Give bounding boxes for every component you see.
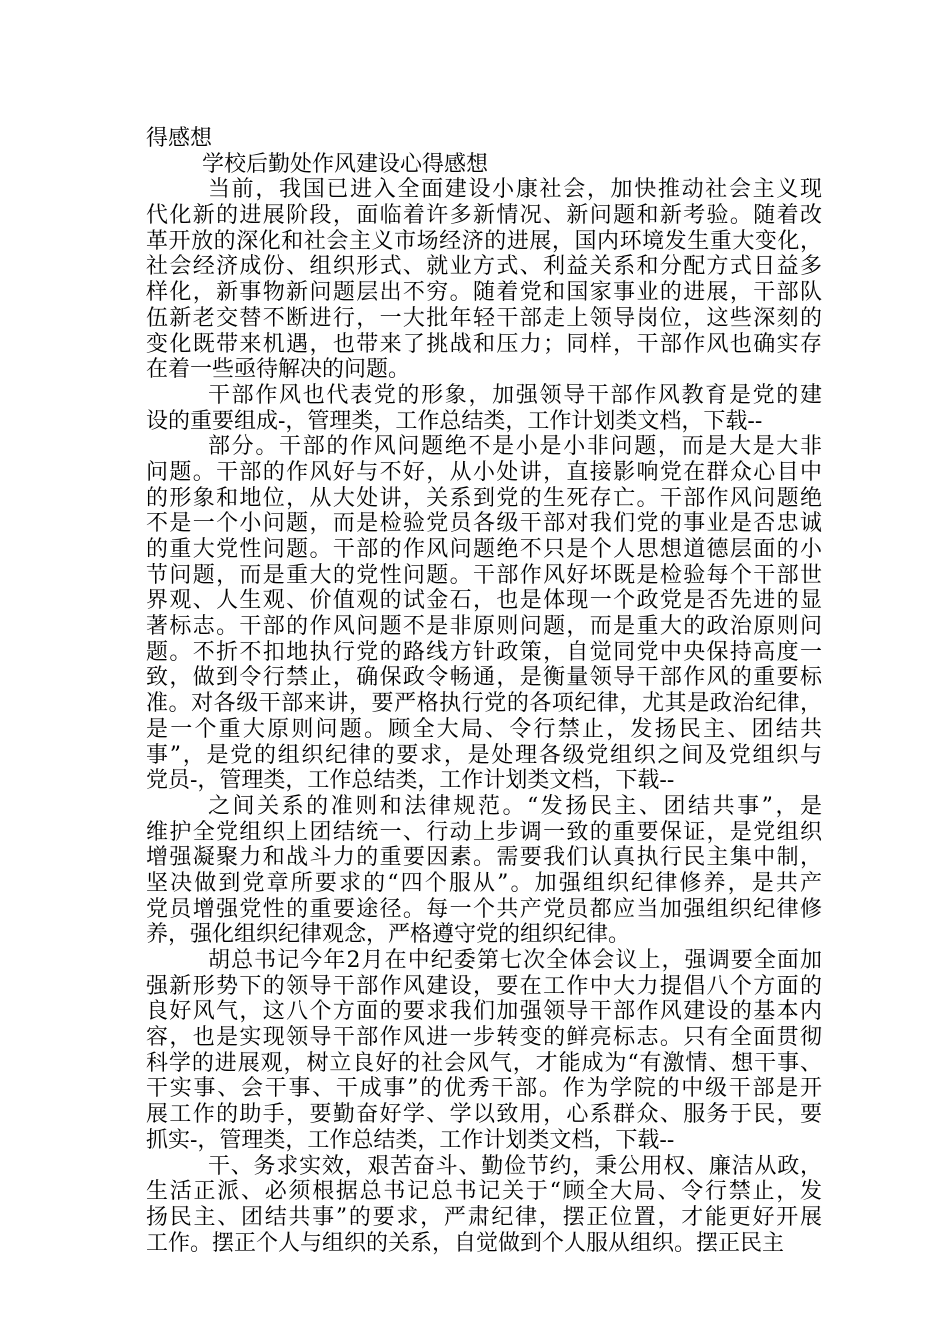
paragraph-line: 胡总书记今年2月在中纪委第七次全体会议上，强调要全面加 <box>208 948 822 973</box>
paragraph-line: 增强凝聚力和战斗力的重要因素。需要我们认真执行民主集中制， <box>146 845 822 871</box>
paragraph-line: 养，强化组织纪律观念，严格遵守党的组织纪律。 <box>146 922 631 948</box>
paragraph-line: 界观、人生观、价值观的试金石，也是体现一个政党是否先进的显 <box>146 588 822 614</box>
paragraph-line: 工作。摆正个人与组织的关系，自觉做到个人服从组织。摆正民主 <box>146 1230 785 1256</box>
paragraph-line: 党员增强党性的重要途径。每一个共产党员都应当加强组织纪律修 <box>146 896 822 922</box>
paragraph-line: 革开放的深化和社会主义市场经济的进展，国内环境发生重大变化， <box>146 228 822 254</box>
paragraph-line: 干部作风也代表党的形象，加强领导干部作风教育是党的建 <box>208 382 822 408</box>
paragraph-line: 变化既带来机遇，也带来了挑战和压力；同样，干部作风也确实存 <box>146 331 822 357</box>
document-body <box>146 177 822 1256</box>
paragraph-line: 坚决做到党章所要求的“四个服从”。加强组织纪律修养，是共产 <box>146 870 822 896</box>
paragraph-line: 设的重要组成-，管理类，工作总结类，工作计划类文档，下载-- <box>146 408 763 434</box>
paragraph <box>146 434 822 794</box>
paragraph-line: 生活正派、必须根据总书记总书记关于“顾全大局、令行禁止，发 <box>146 1179 822 1205</box>
paragraph-line: 准。对各级干部来讲，要严格执行党的各项纪律，尤其是政治纪律， <box>146 691 822 717</box>
paragraph-line: 题。不折不扣地执行党的路线方针政策，自觉同党中央保持高度一 <box>146 639 822 665</box>
paragraph <box>146 1154 822 1257</box>
paragraph-line: 展工作的助手，要勤奋好学、学以致用，心系群众、服务于民，要 <box>146 1102 822 1128</box>
paragraph-line: 问题。干部的作风好与不好，从小处讲，直接影响党在群众心目中 <box>146 459 822 485</box>
document-title: 学校后勤处作风建设心得感想 <box>202 151 489 177</box>
paragraph <box>146 948 822 1154</box>
paragraph-line: 强新形势下的领导干部作风建设，要在工作中大力提倡八个方面的 <box>146 973 822 999</box>
paragraph-line: 的重大党性问题。干部的作风问题绝不只是个人思想道德层面的小 <box>146 537 822 562</box>
heading-fragment: 得感想 <box>146 126 213 151</box>
paragraph-line: 部分。干部的作风问题绝不是小是小非问题，而是大是大非 <box>208 434 822 460</box>
paragraph-line: 维护全党组织上团结统一、行动上步调一致的重要保证，是党组织 <box>146 819 822 845</box>
paragraph-line: 事”，是党的组织纪律的要求，是处理各级党组织之间及党组织与 <box>146 742 822 768</box>
paragraph-line: 之间关系的准则和法律规范。“发扬民主、团结共事”，是 <box>208 793 822 819</box>
paragraph-line: 干、务求实效，艰苦奋斗、勤俭节约，秉公用权、廉洁从政， <box>208 1153 822 1179</box>
paragraph-line: 是一个重大原则问题。顾全大局、令行禁止，发扬民主、团结共 <box>146 716 822 742</box>
paragraph <box>146 383 822 434</box>
paragraph-line: 伍新老交替不断进行，一大批年轻干部走上领导岗位，这些深刻的 <box>146 305 822 331</box>
paragraph-line: 节问题，而是重大的党性问题。干部作风好坏既是检验每个干部世 <box>146 562 822 588</box>
paragraph-line: 致，做到令行禁止，确保政令畅通，是衡量领导干部作风的重要标 <box>146 665 822 691</box>
paragraph-line: 容，也是实现领导干部作风进一步转变的鲜亮标志。只有全面贯彻 <box>146 1025 822 1051</box>
paragraph-line: 党员-，管理类，工作总结类，工作计划类文档，下载-- <box>146 768 675 794</box>
paragraph-line: 扬民主、团结共事”的要求，严肃纪律，摆正位置，才能更好开展 <box>146 1204 822 1230</box>
paragraph <box>146 794 822 948</box>
paragraph-line: 代化新的进展阶段，面临着许多新情况、新问题和新考验。随着改 <box>146 203 822 229</box>
paragraph-line: 当前，我国已进入全面建设小康社会，加快推动社会主义现 <box>208 177 822 203</box>
document-page <box>146 126 822 1256</box>
paragraph-line: 抓实-，管理类，工作总结类，工作计划类文档，下载-- <box>146 1127 675 1153</box>
paragraph-line: 样化，新事物新问题层出不穷。随着党和国家事业的进展，干部队 <box>146 280 822 306</box>
paragraph-line: 科学的进展观，树立良好的社会风气，才能成为“有激情、想干事、 <box>146 1050 822 1076</box>
paragraph-line: 干实事、会干事、干成事”的优秀干部。作为学院的中级干部是开 <box>146 1076 822 1102</box>
paragraph-line: 的形象和地位，从大处讲，关系到党的生死存亡。干部作风问题绝 <box>146 485 822 511</box>
paragraph-line: 社会经济成份、组织形式、就业方式、利益关系和分配方式日益多 <box>146 254 822 280</box>
paragraph-line: 不是一个小问题，而是检验党员各级干部对我们党的事业是否忠诚 <box>146 511 822 537</box>
paragraph-line: 著标志。干部的作风问题不是非原则问题，而是重大的政治原则问 <box>146 614 822 640</box>
paragraph <box>146 177 822 383</box>
paragraph-line: 良好风气，这八个方面的要求我们加强领导干部作风建设的基本内 <box>146 999 822 1025</box>
paragraph-line: 在着一些亟待解决的问题。 <box>146 357 411 383</box>
